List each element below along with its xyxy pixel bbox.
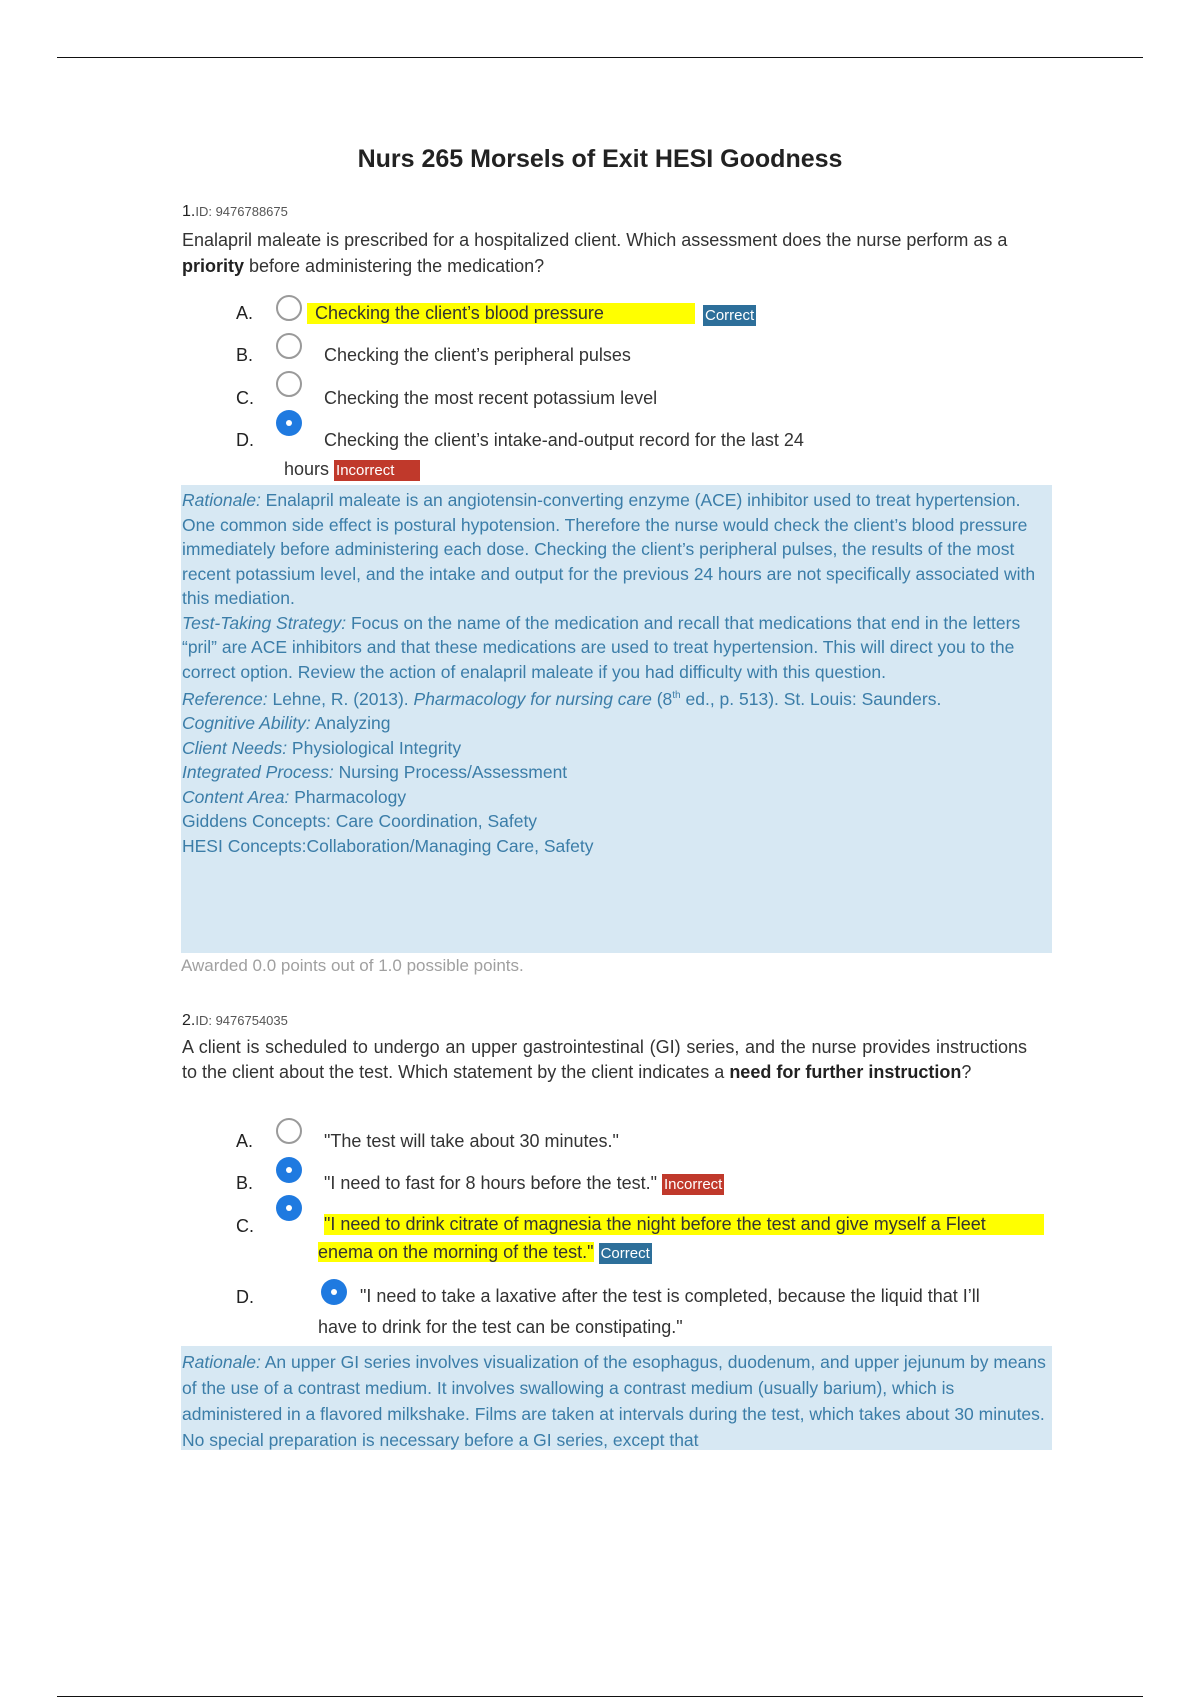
- q1-option-d-cont: [284, 459, 420, 481]
- q1-reference: [182, 684, 1051, 711]
- reference-edition: (8: [651, 688, 673, 709]
- q1-integrated-process: [182, 760, 1051, 785]
- q1-option-c-letter: C.: [236, 388, 254, 408]
- q2-correct-badge: Correct: [600, 1245, 650, 1262]
- q2-option-b-letter: B.: [236, 1173, 254, 1193]
- reference-publisher: ed., p. 513). St. Louis: Saunders.: [680, 688, 942, 709]
- q1-awarded-points: Awarded 0.0 points out of 1.0 possible points.: [181, 956, 524, 975]
- q1-option-a-letter: A.: [236, 303, 254, 323]
- question-1-stem-end: before administering the medication?: [244, 256, 545, 276]
- q2-option-a-letter: A.: [236, 1131, 254, 1151]
- reference-book: Pharmacology for nursing care: [413, 688, 652, 709]
- question-1-stem-text: Enalapril maleate is prescribed for a hospitalized client. Which assessment does the nurse perform as a: [182, 230, 1008, 250]
- q1-option-a: [307, 303, 695, 324]
- rationale-text: Enalapril maleate is an angiotensin-converting enzyme (ACE) inhibitor used to treat hypertension. One common side effect is postural hypotension. Therefore the nurse would check the client’s blood pressure immediately before administering each dose. Checking the client’s peripheral pulses, the results of the most recent potassium level, and the intake and output for the previous 24 hours are not specifically associated with this mediation.: [182, 490, 1036, 608]
- q1-option-d-text-cont: hours: [284, 459, 330, 479]
- q1-option-b-radio[interactable]: [276, 333, 302, 359]
- q2-option-d-letter: D.: [236, 1287, 254, 1307]
- rationale-label: Rationale:: [182, 490, 261, 510]
- q2-option-c-text-2: enema on the morning of the test.": [318, 1242, 594, 1262]
- q2-option-b-radio-selected[interactable]: [276, 1157, 302, 1183]
- q1-strategy: [182, 611, 1051, 685]
- q2-incorrect-badge: Incorrect: [664, 1176, 723, 1193]
- q1-option-d-radio-selected[interactable]: [276, 410, 302, 436]
- q2-option-b: [324, 1173, 724, 1195]
- cognitive-label: Cognitive Ability:: [182, 713, 311, 734]
- document-title: Nurs 265 Morsels of Exit HESI Goodness: [357, 145, 843, 173]
- q2-option-d-text-2: have to drink for the test can be constipating.": [318, 1317, 683, 1337]
- reference-label: Reference:: [182, 688, 268, 709]
- strategy-text: Focus on the name of the medication and recall that medications that end in the letters “pril” are ACE inhibitors and that these medications are used to treat hypertension. This will direct you to the correct option. Review the action of enalapril maleate if you had difficulty with this question.: [182, 612, 1021, 682]
- q1-option-b-text: Checking the client’s peripheral pulses: [324, 345, 631, 365]
- question-2-number: 2.: [182, 1012, 196, 1029]
- q1-cognitive-ability: [182, 711, 1051, 736]
- process-label: Integrated Process:: [182, 762, 334, 783]
- strategy-label: Test-Taking Strategy:: [182, 612, 347, 633]
- question-2-header: [182, 1012, 288, 1030]
- rationale-label: Rationale:: [182, 1352, 261, 1372]
- question-1-header: [182, 203, 288, 221]
- q1-option-b-letter: B.: [236, 345, 254, 365]
- q1-hesi: HESI Concepts:Collaboration/Managing Care, Safety: [182, 835, 594, 856]
- q1-giddens: Giddens Concepts: Care Coordination, Safety: [182, 811, 538, 832]
- question-1-rationale-panel: [181, 485, 1052, 953]
- q2-option-c-text-1: "I need to drink citrate of magnesia the night before the test and give myself a Fleet: [324, 1214, 1044, 1235]
- q1-correct-badge: Correct: [705, 307, 755, 324]
- reference-edition-sup: th: [672, 690, 681, 701]
- reference-author: Lehne, R. (2013).: [267, 688, 414, 709]
- q2-option-c-letter: C.: [236, 1216, 254, 1236]
- q2-option-c-line1: [324, 1214, 1044, 1235]
- client-needs-label: Client Needs:: [182, 737, 288, 758]
- q1-option-c-radio[interactable]: [276, 371, 302, 397]
- question-2-stem: [182, 1035, 1027, 1085]
- question-2-stem-end: ?: [961, 1062, 972, 1082]
- question-1-id: ID: 9476788675: [195, 204, 288, 219]
- question-2-stem-text: A client is scheduled to undergo an upper gastrointestinal (GI) series, and the nurse provides instructions to the client about the test. Which statement by the client indicates a: [182, 1037, 1027, 1082]
- question-1-number: 1.: [182, 203, 196, 220]
- process-value: Nursing Process/Assessment: [333, 762, 568, 783]
- question-2-rationale-panel: [181, 1346, 1052, 1450]
- q1-option-a-text: Checking the client’s blood pressure: [307, 303, 695, 324]
- q1-option-d-text: Checking the client’s intake-and-output record for the last 24: [324, 430, 804, 450]
- q1-content-area: [182, 785, 1051, 810]
- q1-option-d-letter: D.: [236, 430, 254, 450]
- question-1-stem-emphasis: priority: [182, 256, 245, 276]
- q1-option-c-text: Checking the most recent potassium level: [324, 388, 658, 408]
- q1-incorrect-badge: Incorrect: [334, 460, 420, 481]
- rationale-text: An upper GI series involves visualization of the esophagus, duodenum, and upper jejunum by means of the use of a contrast medium. It involves swallowing a contrast medium (usually barium), which is administered in a flavored milkshake. Films are taken at intervals during the test, which takes about 30 minutes. No special preparation is necessary before a GI series, except that: [182, 1352, 1046, 1450]
- q2-option-d-text-1: "I need to take a laxative after the test is completed, because the liquid that I’ll: [360, 1286, 980, 1306]
- q2-option-d-radio-selected[interactable]: [321, 1279, 347, 1305]
- content-area-value: Pharmacology: [289, 786, 407, 807]
- cognitive-value: Analyzing: [310, 713, 391, 734]
- question-2-id: ID: 9476754035: [195, 1013, 288, 1028]
- q2-option-b-text: "I need to fast for 8 hours before the test.": [324, 1173, 657, 1193]
- question-2-stem-emphasis: need for further instruction: [729, 1062, 962, 1082]
- bottom-rule: [57, 1696, 1143, 1697]
- q1-option-a-radio[interactable]: [276, 295, 302, 321]
- q2-rationale: [182, 1349, 1051, 1453]
- content-area-label: Content Area:: [182, 786, 290, 807]
- q2-option-c-radio-selected[interactable]: [276, 1195, 302, 1221]
- q1-client-needs: [182, 736, 1051, 761]
- client-needs-value: Physiological Integrity: [287, 737, 462, 758]
- question-1-stem: [182, 227, 1027, 279]
- q2-option-a-radio[interactable]: [276, 1118, 302, 1144]
- q1-rationale: [182, 488, 1051, 611]
- top-rule: [57, 57, 1143, 58]
- q2-option-a-text: "The test will take about 30 minutes.": [324, 1131, 619, 1151]
- q2-option-c-line2: [318, 1242, 652, 1264]
